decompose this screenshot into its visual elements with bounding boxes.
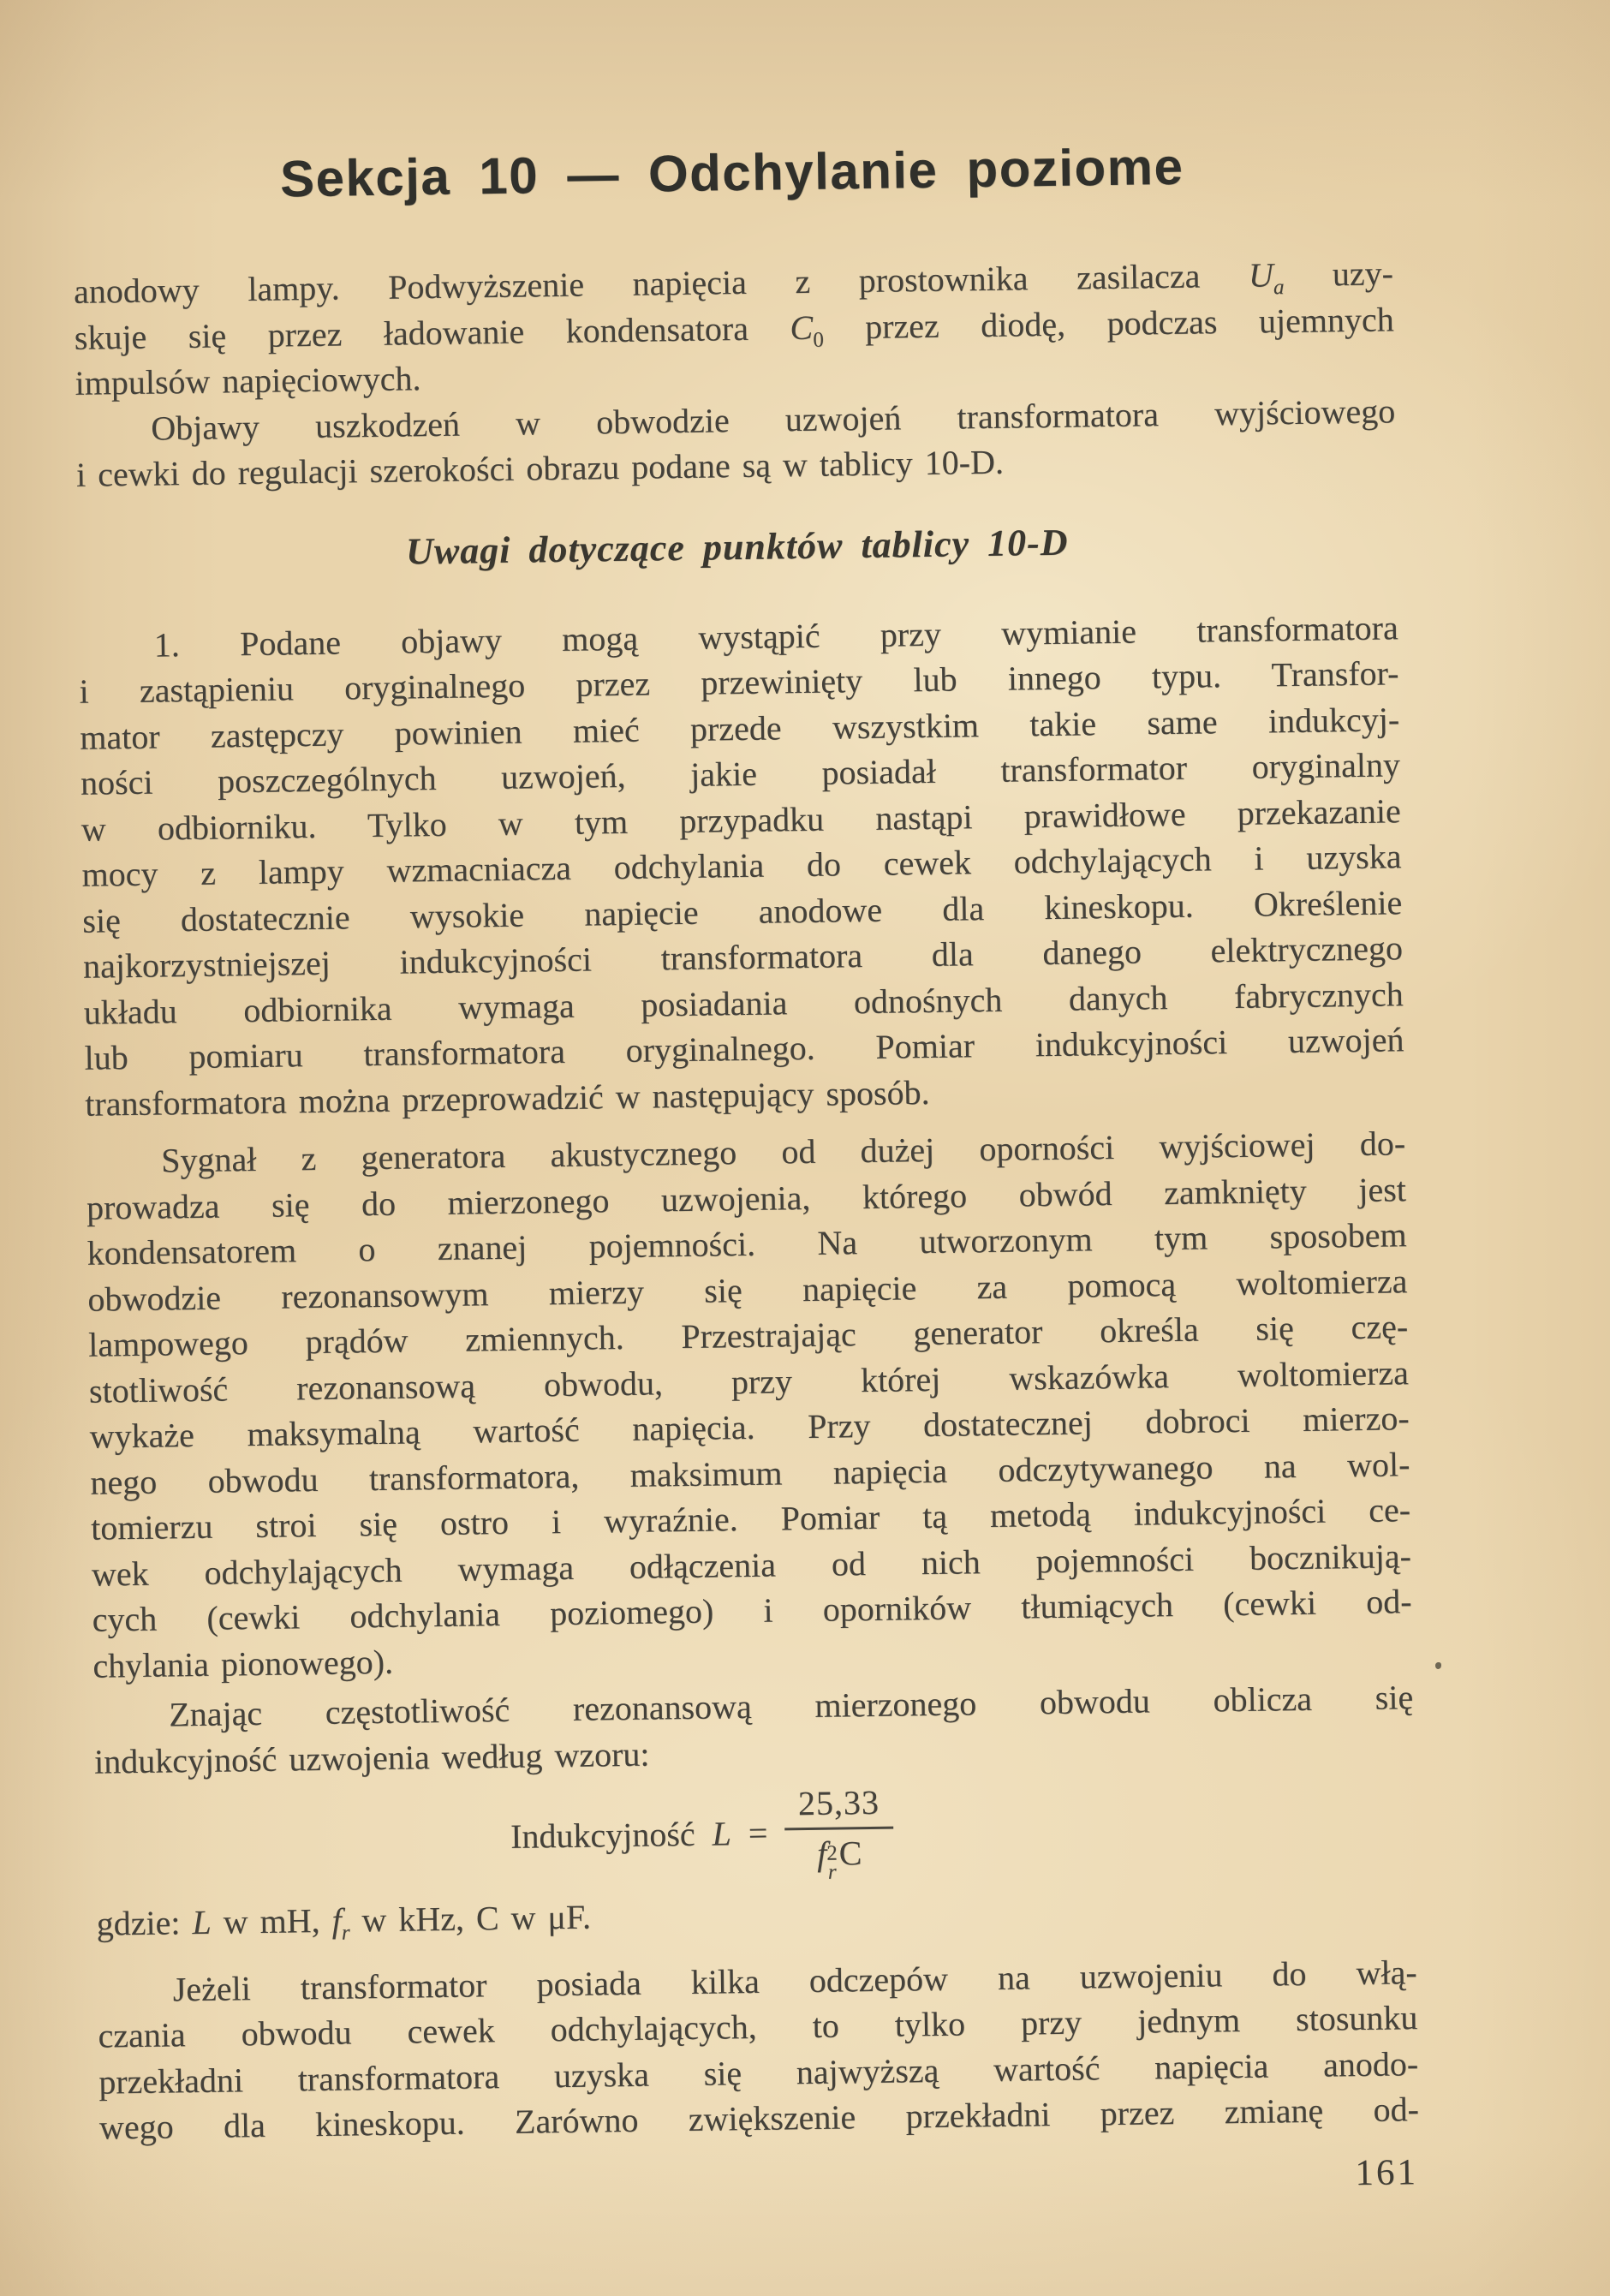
text-line: impulsów napięciowych. — [75, 359, 421, 403]
paragraph — [75, 388, 1396, 498]
paragraph — [93, 1674, 1414, 1785]
text-line: układu odbiornika wymaga posiadania odnośnych danych fabrycznych — [83, 974, 1404, 1032]
text-run: r — [341, 1921, 350, 1945]
formula-variable: L — [712, 1814, 732, 1853]
text-column — [72, 130, 1420, 2211]
formula-row — [42, 1775, 1363, 1893]
text-line: prowadza się do mierzonego uzwojenia, którego obwód zamknięty jest — [86, 1169, 1407, 1227]
ink-speck — [1435, 1662, 1441, 1669]
text-line: anodowy lampy. Podwyższenie napięcia z prostownika zasilacza $U_a$ uzy- — [73, 253, 1394, 311]
text-line: ności poszczególnych uzwojeń, jakie posiadał transformator oryginalny — [80, 745, 1401, 802]
text-line: transformatora można przeprowadzić w następujący sposób. — [84, 1072, 930, 1124]
text-line: stotliwość rezonansową obwodu, przy której wskazówka woltomierza — [88, 1352, 1410, 1410]
text-line: obwodzie rezonansowym mierzy się napięcie za pomocą woltomierza — [87, 1261, 1408, 1319]
formula-subscript: r — [827, 1860, 837, 1884]
paragraph — [86, 1120, 1413, 1688]
text-line: lampowego prądów zmiennych. Przestrajając generator określa się czę- — [87, 1307, 1409, 1364]
formula-denominator-tail: C — [838, 1834, 862, 1873]
text-line: Sygnał z generatora akustycznego od dużej oporności wyjściowej do- — [160, 1124, 1406, 1180]
paragraph — [97, 1949, 1419, 2150]
text-line: wykaże maksymalną wartość napięcia. Przy dostatecznej dobroci mierzo- — [89, 1398, 1410, 1456]
text-run: 0 — [813, 328, 825, 352]
text-line: przekładni transformatora uzyska się najwyższą wartość napięcia anodo- — [98, 2043, 1419, 2102]
text-run: C — [475, 1899, 499, 1938]
paragraph — [74, 250, 1395, 406]
text-line: nego obwodu transformatora, maksimum napięcia odczytywanego na wol- — [90, 1444, 1410, 1502]
text-line: wek odchylających wymaga odłączenia od nich pojemności bocznikują- — [91, 1536, 1412, 1594]
text-run: U — [1248, 255, 1274, 295]
formula-denominator — [784, 1827, 894, 1882]
text-line: chylania pionowego). — [92, 1642, 394, 1685]
section-title: Sekcja 10 — Odchylanie poziome — [279, 137, 1184, 208]
text-line: Jeżeli transformator posiada kilka odczepów na uzwojeniu do włą- — [172, 1952, 1417, 2008]
text-line: w odbiorniku. Tylko w tym przypadku nastąpi prawidłowe przekazanie — [80, 790, 1401, 849]
text-line: 1. Podane objawy mogą wystąpić przy wymianie transformatora — [153, 607, 1399, 665]
text-run: a — [1273, 276, 1285, 300]
formula-superscript-subscript — [826, 1841, 838, 1884]
text-line: tomierzu stroi się ostro i wyraźnie. Pomiar tą metodą indukcyjności ce- — [90, 1490, 1411, 1548]
page-number: 161 — [1355, 2151, 1419, 2193]
text-line: kondensatorem o znanej pojemności. Na utworzonym tym sposobem — [86, 1215, 1407, 1273]
text-run: L — [192, 1902, 212, 1942]
text-line: wego dla kineskopu. Zarówno zwiększenie przekładni przez zmianę od- — [98, 2090, 1420, 2147]
text-line: najkorzystniejszej indukcyjności transformatora dla danego elektrycznego — [82, 928, 1404, 986]
formula-fraction — [784, 1782, 895, 1882]
text-line: się dostatecznie wysokie napięcie anodowe dla kineskopu. Określenie — [82, 882, 1403, 940]
text-line: Objawy uszkodzeń w obwodzie uzwojeń transformatora wyjściowego — [150, 391, 1396, 448]
paragraph — [96, 1882, 1416, 1947]
inductance-formula — [95, 1774, 1416, 1894]
paragraph — [78, 605, 1404, 1127]
text-line: skuje się przez ładowanie kondensatora $C_0$ przez diodę, podczas ujemnych — [74, 299, 1394, 357]
formula-equals: = — [748, 1813, 768, 1853]
page-body-text — [74, 250, 1420, 2150]
text-line: cych (cewki odchylania poziomego) i oporników tłumiących (cewki od- — [92, 1582, 1412, 1639]
text-line: gdzie: L w mH, $f_r$ w kHz, C w μF. — [96, 1897, 592, 1945]
text-line: Znając częstotliwość rezonansową mierzonego obwodu oblicza się — [168, 1678, 1414, 1734]
text-run: C — [790, 307, 814, 347]
formula-denominator-base: f — [816, 1834, 827, 1873]
text-line: mator zastępczy powinien mieć przede wszystkim takie same indukcyj- — [80, 699, 1400, 757]
text-line: lub pomiaru transformatora oryginalnego. Pomiar indukcyjności uzwojeń — [84, 1020, 1404, 1077]
text-line: i zastąpieniu oryginalnego przez przewinięty lub innego typu. Transfor- — [79, 653, 1399, 711]
text-line: czania obwodu cewek odchylających, to tylko przy jednym stosunku — [98, 1998, 1418, 2055]
text-line: i cewki do regulacji szerokości obrazu podane są w tablicy 10-D. — [75, 442, 1005, 494]
formula-label: Indukcyjność — [510, 1814, 695, 1856]
text-line: indukcyjność uzwojenia według wzoru: — [93, 1734, 650, 1781]
text-line: mocy z lampy wzmacniacza odchylania do cewek odchylających i uzyska — [81, 837, 1402, 894]
formula-numerator: 25,33 — [797, 1782, 880, 1823]
text-run: f — [331, 1900, 342, 1940]
table-notes-heading: Uwagi dotyczące punktów tablicy 10-D — [405, 521, 1069, 572]
formula-exponent: 2 — [826, 1841, 838, 1865]
